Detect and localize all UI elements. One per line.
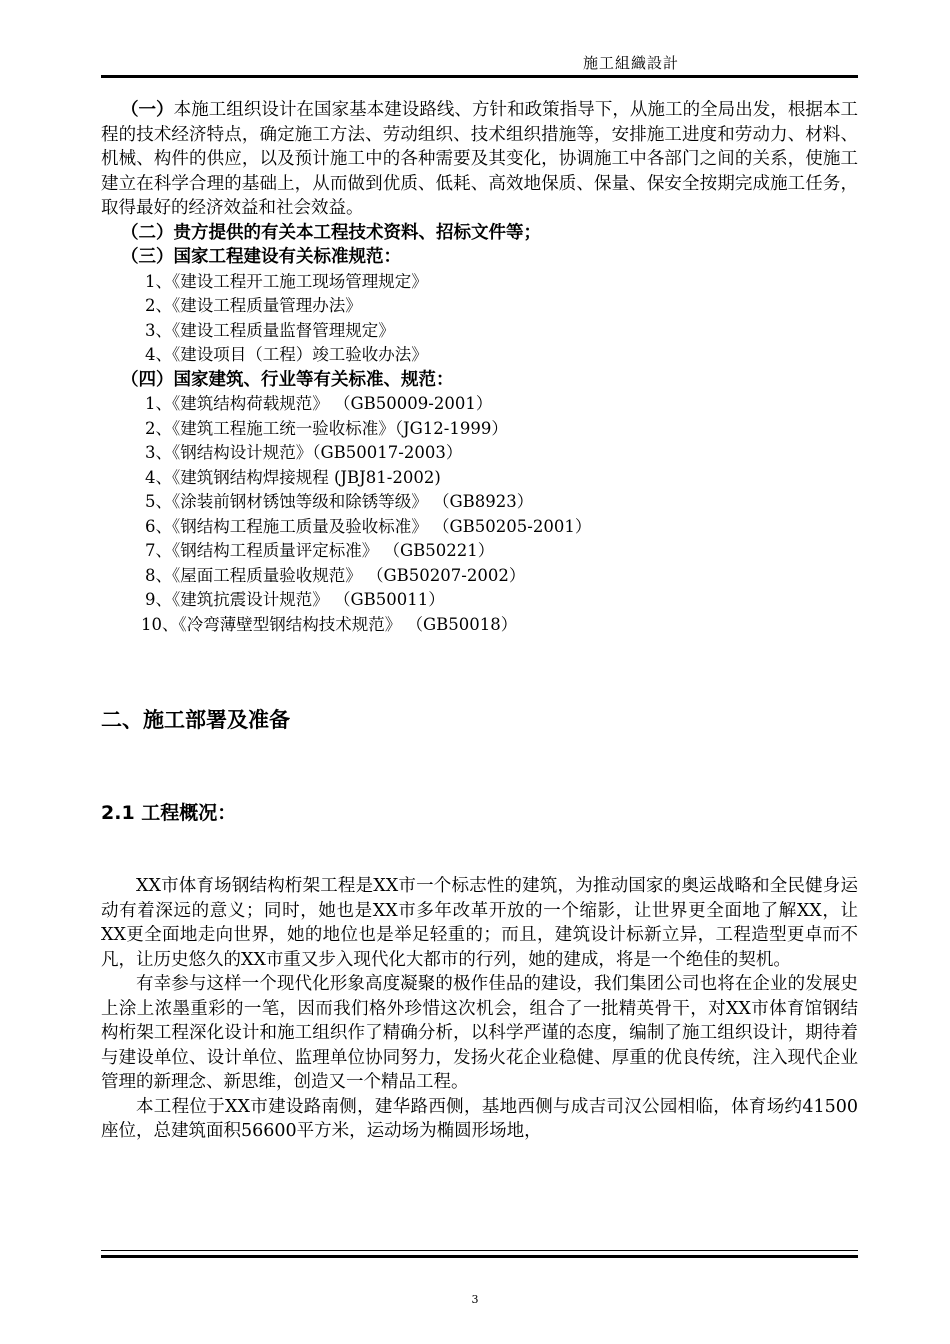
list-item: 6、《钢结构工程施工质量及验收标准》 （GB50205-2001） xyxy=(145,516,592,536)
overview-paragraph: 有幸参与这样一个现代化形象高度凝聚的极作佳品的建设，我们集团公司也将在企业的发展史上涂上浓墨重彩的一笔，因而我们格外珍惜这次机会，组合了一批精英骨干，对XX市体育馆钢结构桁架工程深化设计和施工组织作了精确分析，以科学严谨的态度，编制了施工组织设计，期待着与建设单位、设计单位、监理单位协同努力，发扬火花企业稳健、厚重的优良传统，注入现代企业管理的新理念、新思维，创造又一个精品工程。 xyxy=(101,974,858,1092)
section-2-title: 二、施工部署及准备 xyxy=(101,708,290,732)
overview-paragraph: XX市体育场钢结构桁架工程是XX市一个标志性的建筑，为推动国家的奥运战略和全民健身运动有着深远的意义；同时，她也是XX市多年改革开放的一个缩影，让世界更全面地了解XX，让XX更全面地走向世界，她的地位也是举足轻重的；而且，建筑设计标新立异，工程造型更卓而不凡，让历史悠久的XX市重又步入现代化大都市的行列，她的建成，将是一个绝佳的契机。 xyxy=(101,876,858,970)
page-number: 3 xyxy=(471,1293,479,1306)
footer-rule-thick xyxy=(101,1255,858,1258)
item4-heading: （四）国家建筑、行业等有关标准、规范： xyxy=(121,369,454,390)
header-title: 施工組織設計 xyxy=(583,54,680,72)
header-rule xyxy=(101,75,858,78)
list-item: 8、《屋面工程质量验收规范》 （GB50207-2002） xyxy=(145,565,526,585)
list-item: 2、《建筑工程施工统一验收标准》（JG12-1999） xyxy=(145,418,508,438)
list-item: 3、《钢结构设计规范》（GB50017-2003） xyxy=(145,443,463,462)
list-item: 3、《建设工程质量监督管理规定》 xyxy=(145,320,395,340)
list-item: 1、《建设工程开工施工现场管理规定》 xyxy=(145,271,428,291)
intro-paragraph xyxy=(101,98,858,221)
list-item: 7、《钢结构工程质量评定标准》 （GB50221） xyxy=(145,541,495,560)
list-item: 9、《建筑抗震设计规范》 （GB50011） xyxy=(145,590,445,609)
overview-paragraph: 本工程位于XX市建设路南侧，建华路西侧，基地西侧与成吉司汉公园相临，体育场约41500座位，总建筑面积56600平方米，运动场为椭圆形场地， xyxy=(101,1096,858,1141)
overview-body xyxy=(101,874,858,1144)
intro-section xyxy=(101,98,858,637)
list-item: 5、《涂装前钢材锈蚀等级和除锈等级》 （GB8923） xyxy=(145,492,534,511)
section-2-1-title: 2.1 工程概况： xyxy=(101,802,237,824)
item2-heading: （二）贵方提供的有关本工程技术资料、招标文件等； xyxy=(121,222,541,243)
intro-text: 本施工组织设计在国家基本建设路线、方针和政策指导下，从施工的全局出发，根据本工程的技术经济特点，确定施工方法、劳动组织、技术组织措施等，安排施工进度和劳动力、材料、机械、构件的供应，以及预计施工中的各种需要及其变化，协调施工中各部门之间的关系，使施工建立在科学合理的基础上，从而做到优质、低耗、高效地保质、保量、保安全按期完成施工任务，取得最好的经济效益和社会效益。 xyxy=(101,100,859,218)
list-item: 4、《建筑钢结构焊接规程 (JBJ81-2002) xyxy=(145,467,441,487)
footer-rule-thin xyxy=(101,1250,858,1251)
intro-lead: （一） xyxy=(121,100,174,120)
list-item: 10、《冷弯薄壁型钢结构技术规范》 （GB50018） xyxy=(141,614,518,634)
list-item: 1、《建筑结构荷载规范》 （GB50009-2001） xyxy=(145,394,493,413)
list-item: 2、《建设工程质量管理办法》 xyxy=(145,296,362,315)
item3-heading: （三）国家工程建设有关标准规范： xyxy=(121,247,401,267)
list-item: 4、《建设项目（工程）竣工验收办法》 xyxy=(145,345,428,364)
